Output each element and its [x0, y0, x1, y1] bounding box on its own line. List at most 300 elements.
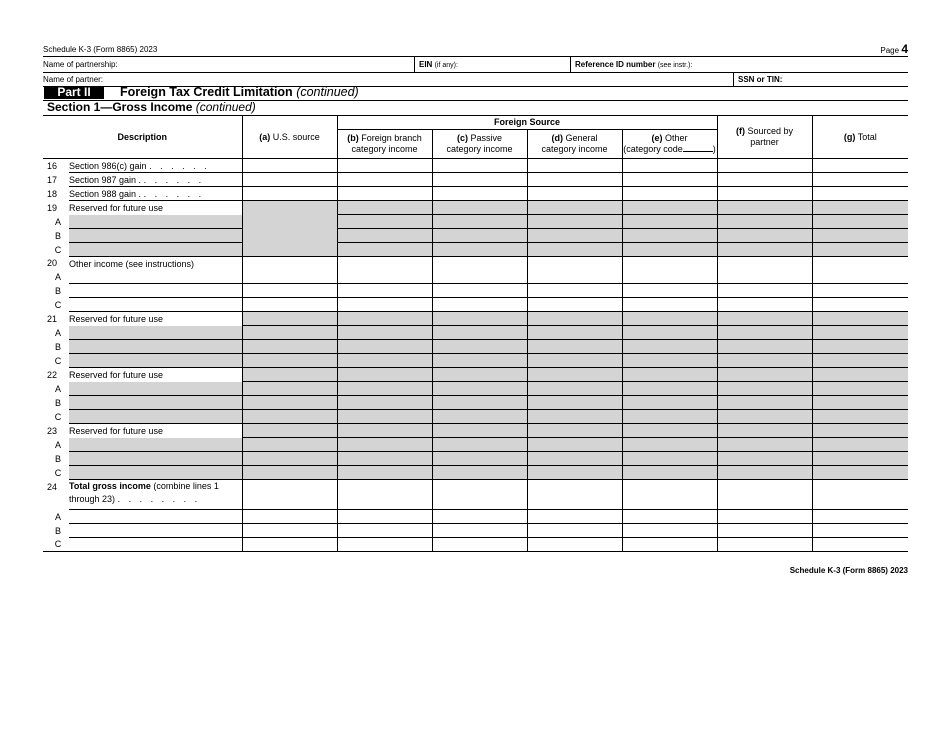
leader-dots: . . . . . . [143, 174, 205, 185]
line-description: Reserved for future use [69, 424, 242, 438]
col-e-text3: ) [712, 144, 716, 154]
table-row [43, 396, 908, 410]
line-desc-text: through 23) [69, 494, 116, 504]
footer-form-name: Schedule K-3 (Form 8865) 2023 [789, 566, 908, 575]
shaded-cell [337, 354, 432, 368]
shaded-cell [337, 466, 432, 480]
amount-cell[interactable] [622, 159, 717, 173]
shaded-cell [432, 466, 527, 480]
col-d-text1: General [565, 133, 598, 143]
amount-cell[interactable] [432, 159, 527, 173]
amount-cell[interactable] [432, 284, 527, 298]
ssn-tin-field[interactable] [738, 75, 782, 84]
line-desc-bold: Total gross income [69, 481, 151, 491]
sub-line-letter: C [54, 299, 62, 310]
shaded-cell [527, 243, 622, 257]
amount-cell[interactable] [717, 524, 812, 538]
partner-name-label: Name of partner: [43, 75, 104, 84]
col-foreign-source: Foreign Source [337, 116, 717, 130]
line-number: 23 [47, 425, 58, 436]
shaded-cell [527, 201, 622, 215]
shaded-cell [622, 215, 717, 229]
col-e-text1: Other [665, 133, 688, 143]
shaded-cell [717, 438, 812, 452]
amount-cell[interactable] [622, 173, 717, 187]
col-b-text2: category income [351, 144, 418, 154]
amount-cell[interactable] [337, 524, 432, 538]
shaded-cell [622, 340, 717, 354]
shaded-cell [527, 215, 622, 229]
line-description: Reserved for future use [69, 368, 242, 382]
line-number: 19 [47, 202, 58, 213]
section-title [47, 100, 256, 114]
sub-line-letter: A [54, 439, 61, 450]
col-e-text2: (category code [623, 144, 683, 154]
amount-cell[interactable] [242, 480, 337, 510]
table-row [43, 298, 908, 312]
amount-cell[interactable] [527, 187, 622, 201]
amount-cell[interactable] [337, 257, 432, 284]
col-d-text2: category income [541, 144, 608, 154]
sub-line-letter: C [54, 411, 62, 422]
shaded-cell [717, 396, 812, 410]
col-f-text2: partner [750, 137, 779, 147]
shaded-cell [69, 354, 242, 368]
sub-line-input[interactable] [69, 510, 242, 524]
shaded-cell [527, 326, 622, 340]
sub-line-letter: A [54, 271, 61, 282]
shaded-cell [812, 215, 908, 229]
shaded-cell [337, 312, 432, 326]
col-d-key: (d) [551, 133, 563, 143]
line-description [69, 173, 242, 187]
amount-cell[interactable] [337, 538, 432, 552]
sub-line-letter: C [54, 467, 62, 478]
col-c [432, 130, 527, 159]
amount-cell[interactable] [812, 173, 908, 187]
shaded-cell [812, 368, 908, 382]
table-row [43, 201, 908, 215]
line-number: 22 [47, 369, 58, 380]
sub-line-input[interactable] [69, 538, 242, 552]
amount-cell[interactable] [337, 173, 432, 187]
sub-line-letter: C [54, 355, 62, 366]
amount-cell[interactable] [527, 510, 622, 524]
shaded-cell [622, 368, 717, 382]
amount-cell[interactable] [527, 284, 622, 298]
amount-cell[interactable] [717, 159, 812, 173]
shaded-cell [717, 340, 812, 354]
table-row [43, 538, 908, 552]
shaded-cell [812, 229, 908, 243]
col-f [717, 116, 812, 159]
shaded-cell [717, 229, 812, 243]
sub-line-letter: B [54, 341, 61, 352]
line-number: 24 [47, 481, 58, 492]
shaded-cell [432, 340, 527, 354]
line-description: Other income (see instructions) [69, 257, 242, 271]
sub-line-letter: A [54, 383, 61, 394]
table-row [43, 524, 908, 538]
amount-cell[interactable] [812, 480, 908, 510]
shaded-cell [622, 410, 717, 424]
shaded-cell [717, 243, 812, 257]
shaded-cell [717, 215, 812, 229]
shaded-cell [812, 326, 908, 340]
shaded-cell [432, 312, 527, 326]
shaded-cell [432, 368, 527, 382]
gross-income-table [43, 115, 908, 552]
line-number: 17 [47, 174, 58, 185]
amount-cell[interactable] [242, 159, 337, 173]
shaded-cell [242, 312, 337, 326]
table-row [43, 326, 908, 340]
amount-cell[interactable] [337, 298, 432, 312]
amount-cell[interactable] [337, 510, 432, 524]
table-row [43, 452, 908, 466]
shaded-cell [527, 382, 622, 396]
shaded-cell [622, 201, 717, 215]
amount-cell[interactable] [527, 173, 622, 187]
shaded-cell [69, 396, 242, 410]
amount-cell[interactable] [812, 257, 908, 284]
part-title-suffix: (continued) [296, 85, 359, 99]
shaded-cell [242, 382, 337, 396]
shaded-cell [622, 424, 717, 438]
amount-cell[interactable] [622, 510, 717, 524]
shaded-cell [717, 354, 812, 368]
header-rule [43, 56, 908, 57]
shaded-cell [812, 452, 908, 466]
shaded-cell [337, 368, 432, 382]
divider [570, 57, 571, 72]
table-row [43, 382, 908, 396]
line-description: Reserved for future use [69, 312, 242, 326]
table-row [43, 312, 908, 326]
amount-cell[interactable] [622, 480, 717, 510]
shaded-cell [242, 466, 337, 480]
col-b-text1: Foreign branch [361, 133, 422, 143]
amount-cell[interactable] [337, 284, 432, 298]
partner-name-field[interactable] [43, 75, 103, 84]
amount-cell[interactable] [242, 173, 337, 187]
section-title-text: Section 1—Gross Income [47, 100, 193, 114]
shaded-cell [432, 424, 527, 438]
amount-cell[interactable] [242, 510, 337, 524]
amount-cell[interactable] [242, 284, 337, 298]
table-row [43, 159, 908, 173]
shaded-cell [432, 396, 527, 410]
shaded-cell [812, 382, 908, 396]
sub-line-input[interactable] [69, 298, 242, 312]
shaded-cell [337, 382, 432, 396]
shaded-cell [717, 312, 812, 326]
amount-cell[interactable] [242, 298, 337, 312]
amount-cell[interactable] [622, 187, 717, 201]
shaded-cell [69, 340, 242, 354]
amount-cell[interactable] [622, 524, 717, 538]
partnership-name-label: Name of partnership: [43, 60, 118, 69]
part-badge: Part II [44, 86, 104, 99]
shaded-cell [242, 396, 337, 410]
sub-line-letter: A [54, 511, 61, 522]
amount-cell[interactable] [337, 159, 432, 173]
table-row [43, 284, 908, 298]
col-g-key: (g) [843, 131, 856, 142]
shaded-cell [812, 396, 908, 410]
amount-cell[interactable] [242, 524, 337, 538]
table-row [43, 257, 908, 271]
amount-cell[interactable] [622, 284, 717, 298]
amount-cell[interactable] [432, 257, 527, 284]
reference-id-field[interactable] [575, 60, 692, 69]
amount-cell[interactable] [812, 159, 908, 173]
shaded-cell [337, 229, 432, 243]
sub-line-input[interactable] [69, 284, 242, 298]
shaded-cell [69, 229, 242, 243]
line-description [69, 480, 242, 510]
shaded-cell [812, 438, 908, 452]
leader-dots: . . . . . . [149, 160, 210, 171]
shaded-cell [527, 354, 622, 368]
amount-cell[interactable] [432, 187, 527, 201]
sub-line-letter: C [43, 538, 69, 552]
sub-line-letter: B [54, 525, 61, 536]
table-row [43, 354, 908, 368]
section-title-suffix: (continued) [195, 100, 256, 114]
form-name-header: Schedule K-3 (Form 8865) 2023 [43, 45, 158, 54]
shaded-cell [432, 326, 527, 340]
table-row [43, 229, 908, 243]
shaded-cell [242, 410, 337, 424]
amount-cell[interactable] [717, 298, 812, 312]
amount-cell[interactable] [337, 187, 432, 201]
shaded-cell [242, 368, 337, 382]
sub-line-letter: B [54, 397, 61, 408]
col-a-key: (a) [259, 131, 271, 142]
line-desc-text: Section 986(c) gain [69, 160, 147, 171]
shaded-cell [337, 396, 432, 410]
shaded-cell [812, 340, 908, 354]
shaded-cell [812, 354, 908, 368]
amount-cell[interactable] [812, 524, 908, 538]
shaded-cell [242, 326, 337, 340]
page-indicator [880, 42, 908, 56]
shaded-cell [527, 340, 622, 354]
sub-line-letter: A [54, 216, 61, 227]
line-number: 16 [47, 160, 58, 171]
partnership-name-field[interactable] [43, 60, 118, 69]
table-row [43, 340, 908, 354]
amount-cell[interactable] [527, 159, 622, 173]
amount-cell[interactable] [242, 187, 337, 201]
reference-id-note: (see instr.): [657, 62, 693, 69]
shaded-cell [527, 396, 622, 410]
amount-cell[interactable] [812, 298, 908, 312]
col-b-key: (b) [347, 133, 359, 143]
amount-cell[interactable] [527, 480, 622, 510]
amount-cell[interactable] [242, 538, 337, 552]
rule [43, 72, 908, 73]
table-row [43, 438, 908, 452]
shaded-cell [717, 368, 812, 382]
amount-cell[interactable] [717, 510, 812, 524]
table-row [43, 466, 908, 480]
shaded-cell [337, 215, 432, 229]
shaded-cell [242, 438, 337, 452]
ssn-tin-label: SSN or TIN: [738, 75, 783, 84]
shaded-cell [622, 438, 717, 452]
shaded-cell [432, 452, 527, 466]
col-c-key: (c) [457, 133, 468, 143]
col-f-key: (f) [736, 126, 745, 136]
amount-cell[interactable] [717, 480, 812, 510]
line-desc-text: Section 987 gain . [69, 174, 142, 185]
amount-cell[interactable] [242, 257, 337, 284]
amount-cell[interactable] [622, 538, 717, 552]
divider [733, 72, 734, 86]
shaded-cell [432, 354, 527, 368]
col-b [337, 130, 432, 159]
shaded-cell [622, 452, 717, 466]
amount-cell[interactable] [527, 538, 622, 552]
shaded-cell [812, 466, 908, 480]
col-c-text1: Passive [470, 133, 503, 143]
shaded-cell [717, 452, 812, 466]
ein-field[interactable] [419, 60, 458, 69]
col-a [242, 116, 337, 159]
shaded-cell [69, 452, 242, 466]
shaded-cell [69, 243, 242, 257]
amount-cell[interactable] [432, 298, 527, 312]
shaded-cell [337, 243, 432, 257]
amount-cell[interactable] [432, 510, 527, 524]
shaded-cell [622, 229, 717, 243]
col-description: Description [43, 116, 242, 159]
shaded-cell [337, 410, 432, 424]
shaded-cell [337, 424, 432, 438]
amount-cell[interactable] [527, 298, 622, 312]
shaded-cell [717, 326, 812, 340]
amount-cell[interactable] [717, 173, 812, 187]
line-desc-text: Section 988 gain . [69, 188, 142, 199]
amount-cell[interactable] [527, 524, 622, 538]
table-row [43, 173, 908, 187]
amount-cell[interactable] [432, 538, 527, 552]
amount-cell[interactable] [527, 257, 622, 284]
shaded-cell [622, 312, 717, 326]
col-d [527, 130, 622, 159]
col-g [812, 116, 908, 159]
shaded-cell [337, 201, 432, 215]
shaded-cell [812, 424, 908, 438]
table-row [43, 424, 908, 438]
line-desc-text: (combine lines 1 [153, 481, 219, 491]
line-description [69, 187, 242, 201]
amount-cell[interactable] [432, 480, 527, 510]
page-label: Page [880, 46, 900, 55]
divider [414, 57, 415, 72]
shaded-cell [622, 382, 717, 396]
amount-cell[interactable] [717, 284, 812, 298]
shaded-cell [432, 215, 527, 229]
amount-cell[interactable] [812, 510, 908, 524]
amount-cell[interactable] [717, 538, 812, 552]
amount-cell[interactable] [432, 524, 527, 538]
shaded-cell [717, 382, 812, 396]
table-row [43, 243, 908, 257]
line-number: 21 [47, 313, 58, 324]
amount-cell[interactable] [812, 284, 908, 298]
shaded-cell [527, 229, 622, 243]
shaded-cell [717, 466, 812, 480]
shaded-cell [69, 326, 242, 340]
amount-cell[interactable] [432, 173, 527, 187]
line-description [69, 159, 242, 173]
shaded-cell [69, 466, 242, 480]
shaded-cell [527, 424, 622, 438]
table-row [43, 187, 908, 201]
shaded-cell [242, 424, 337, 438]
sub-line-input[interactable] [69, 270, 242, 284]
ein-label: EIN [419, 60, 433, 69]
part-title [120, 85, 359, 99]
col-e [622, 130, 717, 159]
shaded-cell [812, 410, 908, 424]
col-c-text2: category income [446, 144, 513, 154]
amount-cell[interactable] [717, 187, 812, 201]
sub-line-input[interactable] [69, 524, 242, 538]
part-title-text: Foreign Tax Credit Limitation [120, 85, 293, 99]
shaded-cell [527, 438, 622, 452]
amount-cell[interactable] [337, 480, 432, 510]
table-row [43, 480, 908, 510]
shaded-cell [69, 410, 242, 424]
sub-line-letter: A [54, 327, 61, 338]
amount-cell[interactable] [717, 257, 812, 284]
shaded-cell [527, 312, 622, 326]
col-g-text: Total [857, 131, 877, 142]
amount-cell[interactable] [812, 187, 908, 201]
shaded-cell [432, 410, 527, 424]
shaded-cell [432, 243, 527, 257]
reference-id-label: Reference ID number [575, 60, 656, 69]
amount-cell[interactable] [622, 298, 717, 312]
amount-cell[interactable] [812, 538, 908, 552]
shaded-cell [242, 340, 337, 354]
category-code-input[interactable] [683, 151, 713, 152]
shaded-cell [812, 243, 908, 257]
shaded-cell [717, 201, 812, 215]
shaded-cell [717, 424, 812, 438]
shaded-cell [69, 215, 242, 229]
shaded-cell [622, 326, 717, 340]
shaded-cell [432, 201, 527, 215]
shaded-cell [69, 438, 242, 452]
shaded-cell [717, 410, 812, 424]
shaded-cell [622, 466, 717, 480]
shaded-cell [69, 382, 242, 396]
line-description: Reserved for future use [69, 201, 242, 215]
shaded-cell [242, 354, 337, 368]
shaded-cell [812, 312, 908, 326]
leader-dots: . . . . . . . . [117, 494, 201, 504]
line-number: 18 [47, 188, 58, 199]
amount-cell[interactable] [622, 257, 717, 284]
shaded-cell [622, 396, 717, 410]
shaded-cell [242, 452, 337, 466]
shaded-cell [527, 368, 622, 382]
